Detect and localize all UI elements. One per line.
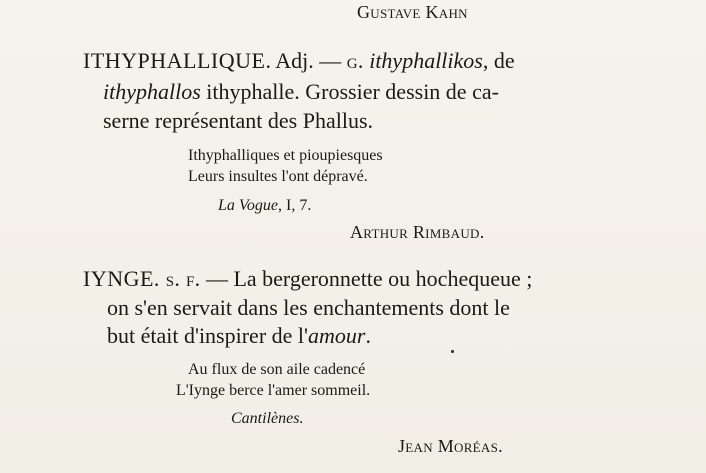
entry-iynge-line2: on s'en servait dans les enchantements dont le bbox=[107, 295, 510, 320]
source-reference: , I, 7. bbox=[278, 197, 312, 214]
quote2-line-2: L'Iynge berce l'amer sommeil. bbox=[176, 382, 371, 399]
quote-line-1: Ithyphalliques et pioupiesques bbox=[188, 147, 383, 164]
headword-iynge: IYNGE. bbox=[83, 266, 160, 291]
author-jean-moreas: Jean Moréas. bbox=[398, 436, 503, 456]
definition-iynge-part1: — La bergeronnette ou hochequeue ; bbox=[200, 266, 533, 291]
headword-ithyphallique: ITHYPHALLIQUE bbox=[83, 48, 266, 73]
author-arthur-rimbaud: Arthur Rimbaud. bbox=[350, 222, 485, 242]
definition-iynge-end: . bbox=[365, 323, 371, 348]
source-title: La Vogue bbox=[218, 197, 278, 214]
part-of-speech: . Adj. — bbox=[265, 48, 347, 73]
quote2-source-title: Cantilènes. bbox=[231, 410, 304, 427]
quote-line-2: Leurs insultes l'ont dépravé. bbox=[188, 168, 368, 185]
quote2-line-1: Au flux de son aile cadencé bbox=[188, 361, 366, 378]
entry-ithyphallique-line2 bbox=[103, 79, 499, 105]
entry-ithyphallique-line1 bbox=[83, 48, 515, 74]
part-of-speech-iynge: s. f. bbox=[159, 266, 201, 291]
emphasis-amour: amour bbox=[308, 323, 366, 348]
quote-source bbox=[218, 197, 311, 215]
signature-gustave-kahn: Gustave Kahn bbox=[357, 2, 468, 22]
ink-speck bbox=[451, 350, 454, 353]
definition-iynge-part3: but était d'inspirer de l' bbox=[107, 323, 308, 348]
definition-part1: ithyphalle. Grossier dessin de ca- bbox=[200, 79, 499, 104]
etymology-word: ithyphallikos bbox=[369, 48, 483, 73]
entry-iynge-line1 bbox=[83, 266, 532, 292]
etymology-language: g. bbox=[346, 48, 364, 73]
entry-iynge-line3 bbox=[107, 323, 371, 349]
etymology-root-word: ithyphallos bbox=[103, 79, 201, 104]
etymology-separator: , de bbox=[482, 48, 515, 73]
entry-ithyphallique-line3: serne représentant des Phallus. bbox=[103, 108, 374, 133]
